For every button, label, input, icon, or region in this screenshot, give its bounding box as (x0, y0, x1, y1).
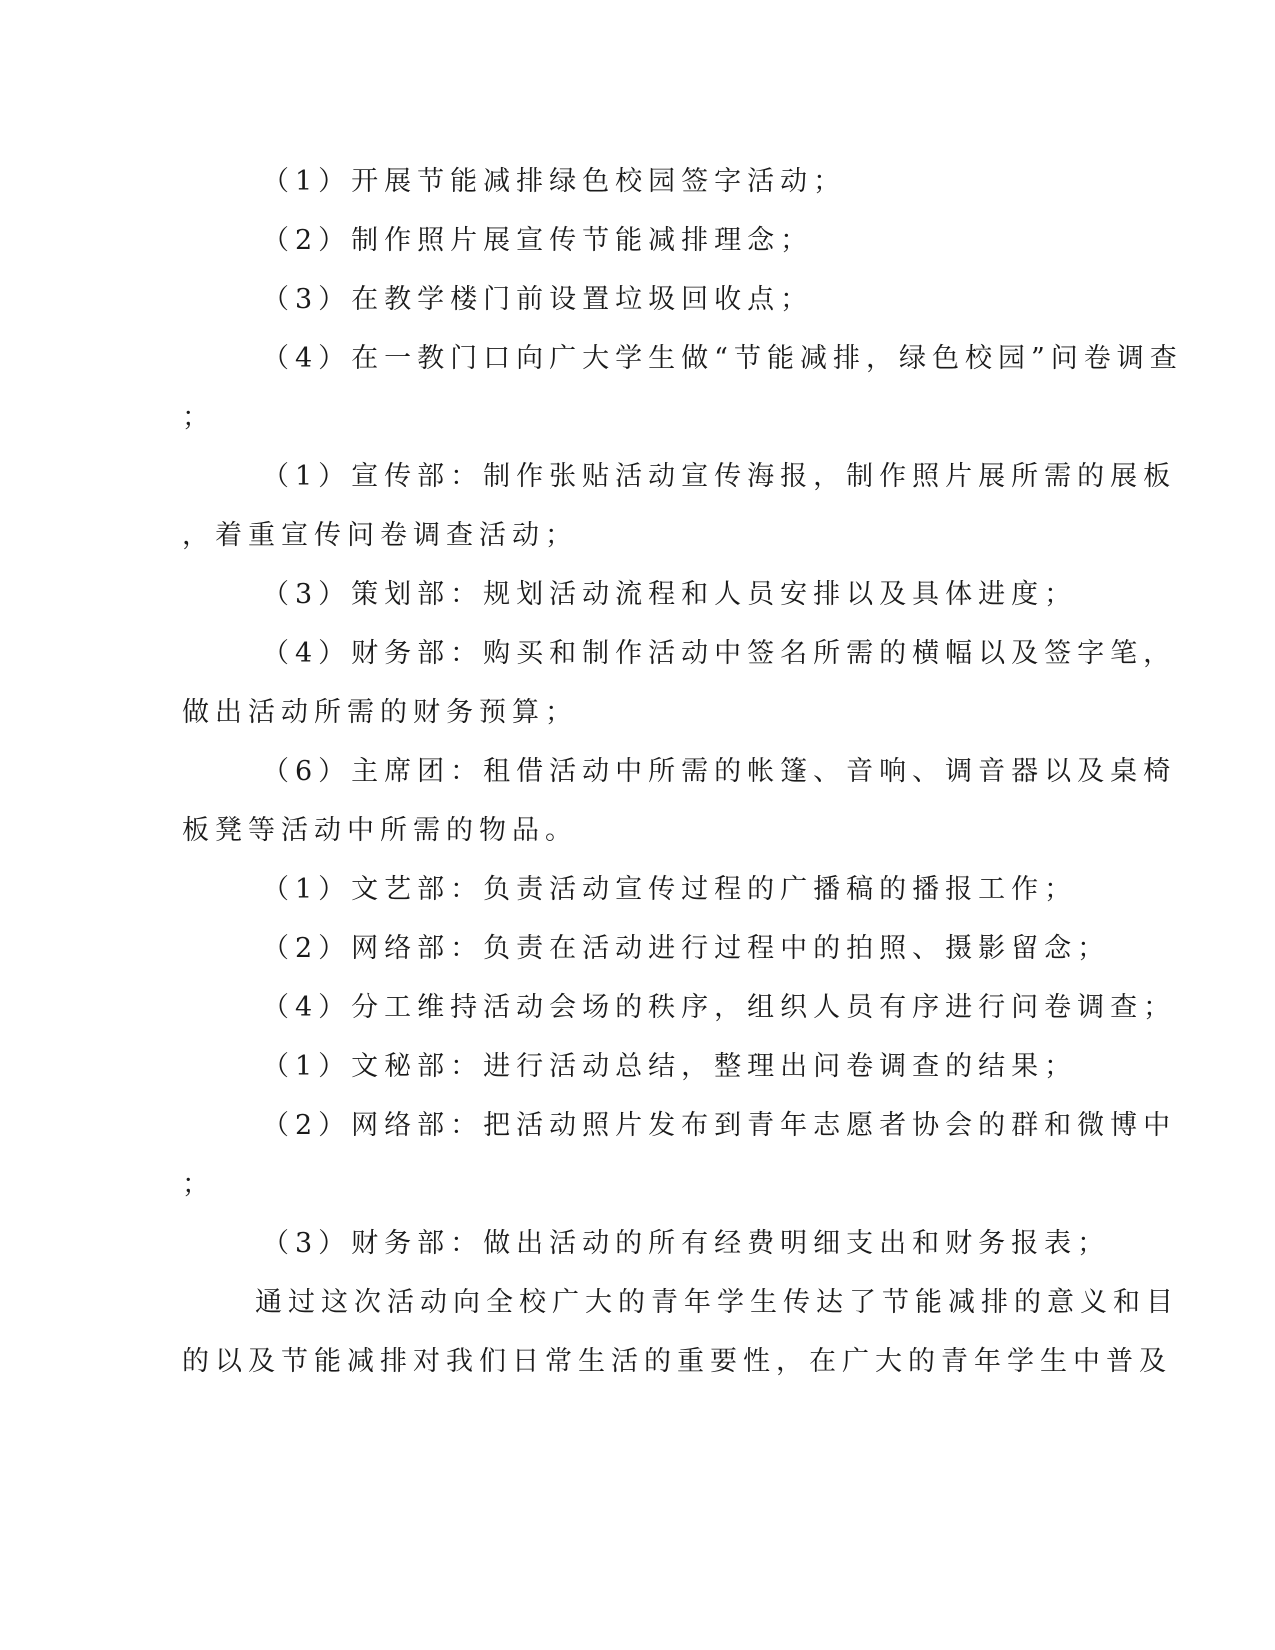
list-item: （4）在一教门口向广大学生做“节能减排，绿色校园”问卷调查 (262, 343, 1183, 374)
list-item-continuation: ； (182, 1169, 215, 1200)
list-item: （2）制作照片展宣传节能减排理念； (262, 225, 814, 256)
list-item: （1）文艺部：负责活动宣传过程的广播稿的播报工作； (262, 874, 1078, 905)
list-item-continuation: 板凳等活动中所需的物品。 (182, 815, 578, 846)
body-paragraph-line: 通过这次活动向全校广大的青年学生传达了节能减排的意义和目 (255, 1287, 1179, 1318)
list-item: （2）网络部：把活动照片发布到青年志愿者协会的群和微博中 (262, 1110, 1177, 1141)
list-item: （2）网络部：负责在活动进行过程中的拍照、摄影留念； (262, 933, 1111, 964)
list-item: （1）文秘部：进行活动总结，整理出问卷调查的结果； (262, 1051, 1078, 1082)
list-item-continuation: 做出活动所需的财务预算； (182, 697, 578, 728)
list-item-continuation: ，着重宣传问卷调查活动； (182, 520, 578, 551)
list-item: （4）分工维持活动会场的秩序，组织人员有序进行问卷调查； (262, 992, 1177, 1023)
list-item: （1）宣传部：制作张贴活动宣传海报，制作照片展所需的展板 (262, 461, 1177, 492)
list-item-continuation: ； (182, 402, 215, 433)
list-item: （4）财务部：购买和制作活动中签名所需的横幅以及签字笔， (262, 638, 1177, 669)
list-item: （3）策划部：规划活动流程和人员安排以及具体进度； (262, 579, 1078, 610)
list-item: （3）在教学楼门前设置垃圾回收点； (262, 284, 814, 315)
list-item: （1）开展节能减排绿色校园签字活动； (262, 166, 847, 197)
body-paragraph-line: 的以及节能减排对我们日常生活的重要性，在广大的青年学生中普及 (182, 1346, 1172, 1377)
list-item: （3）财务部：做出活动的所有经费明细支出和财务报表； (262, 1228, 1111, 1259)
list-item: （6）主席团：租借活动中所需的帐篷、音响、调音器以及桌椅 (262, 756, 1177, 787)
